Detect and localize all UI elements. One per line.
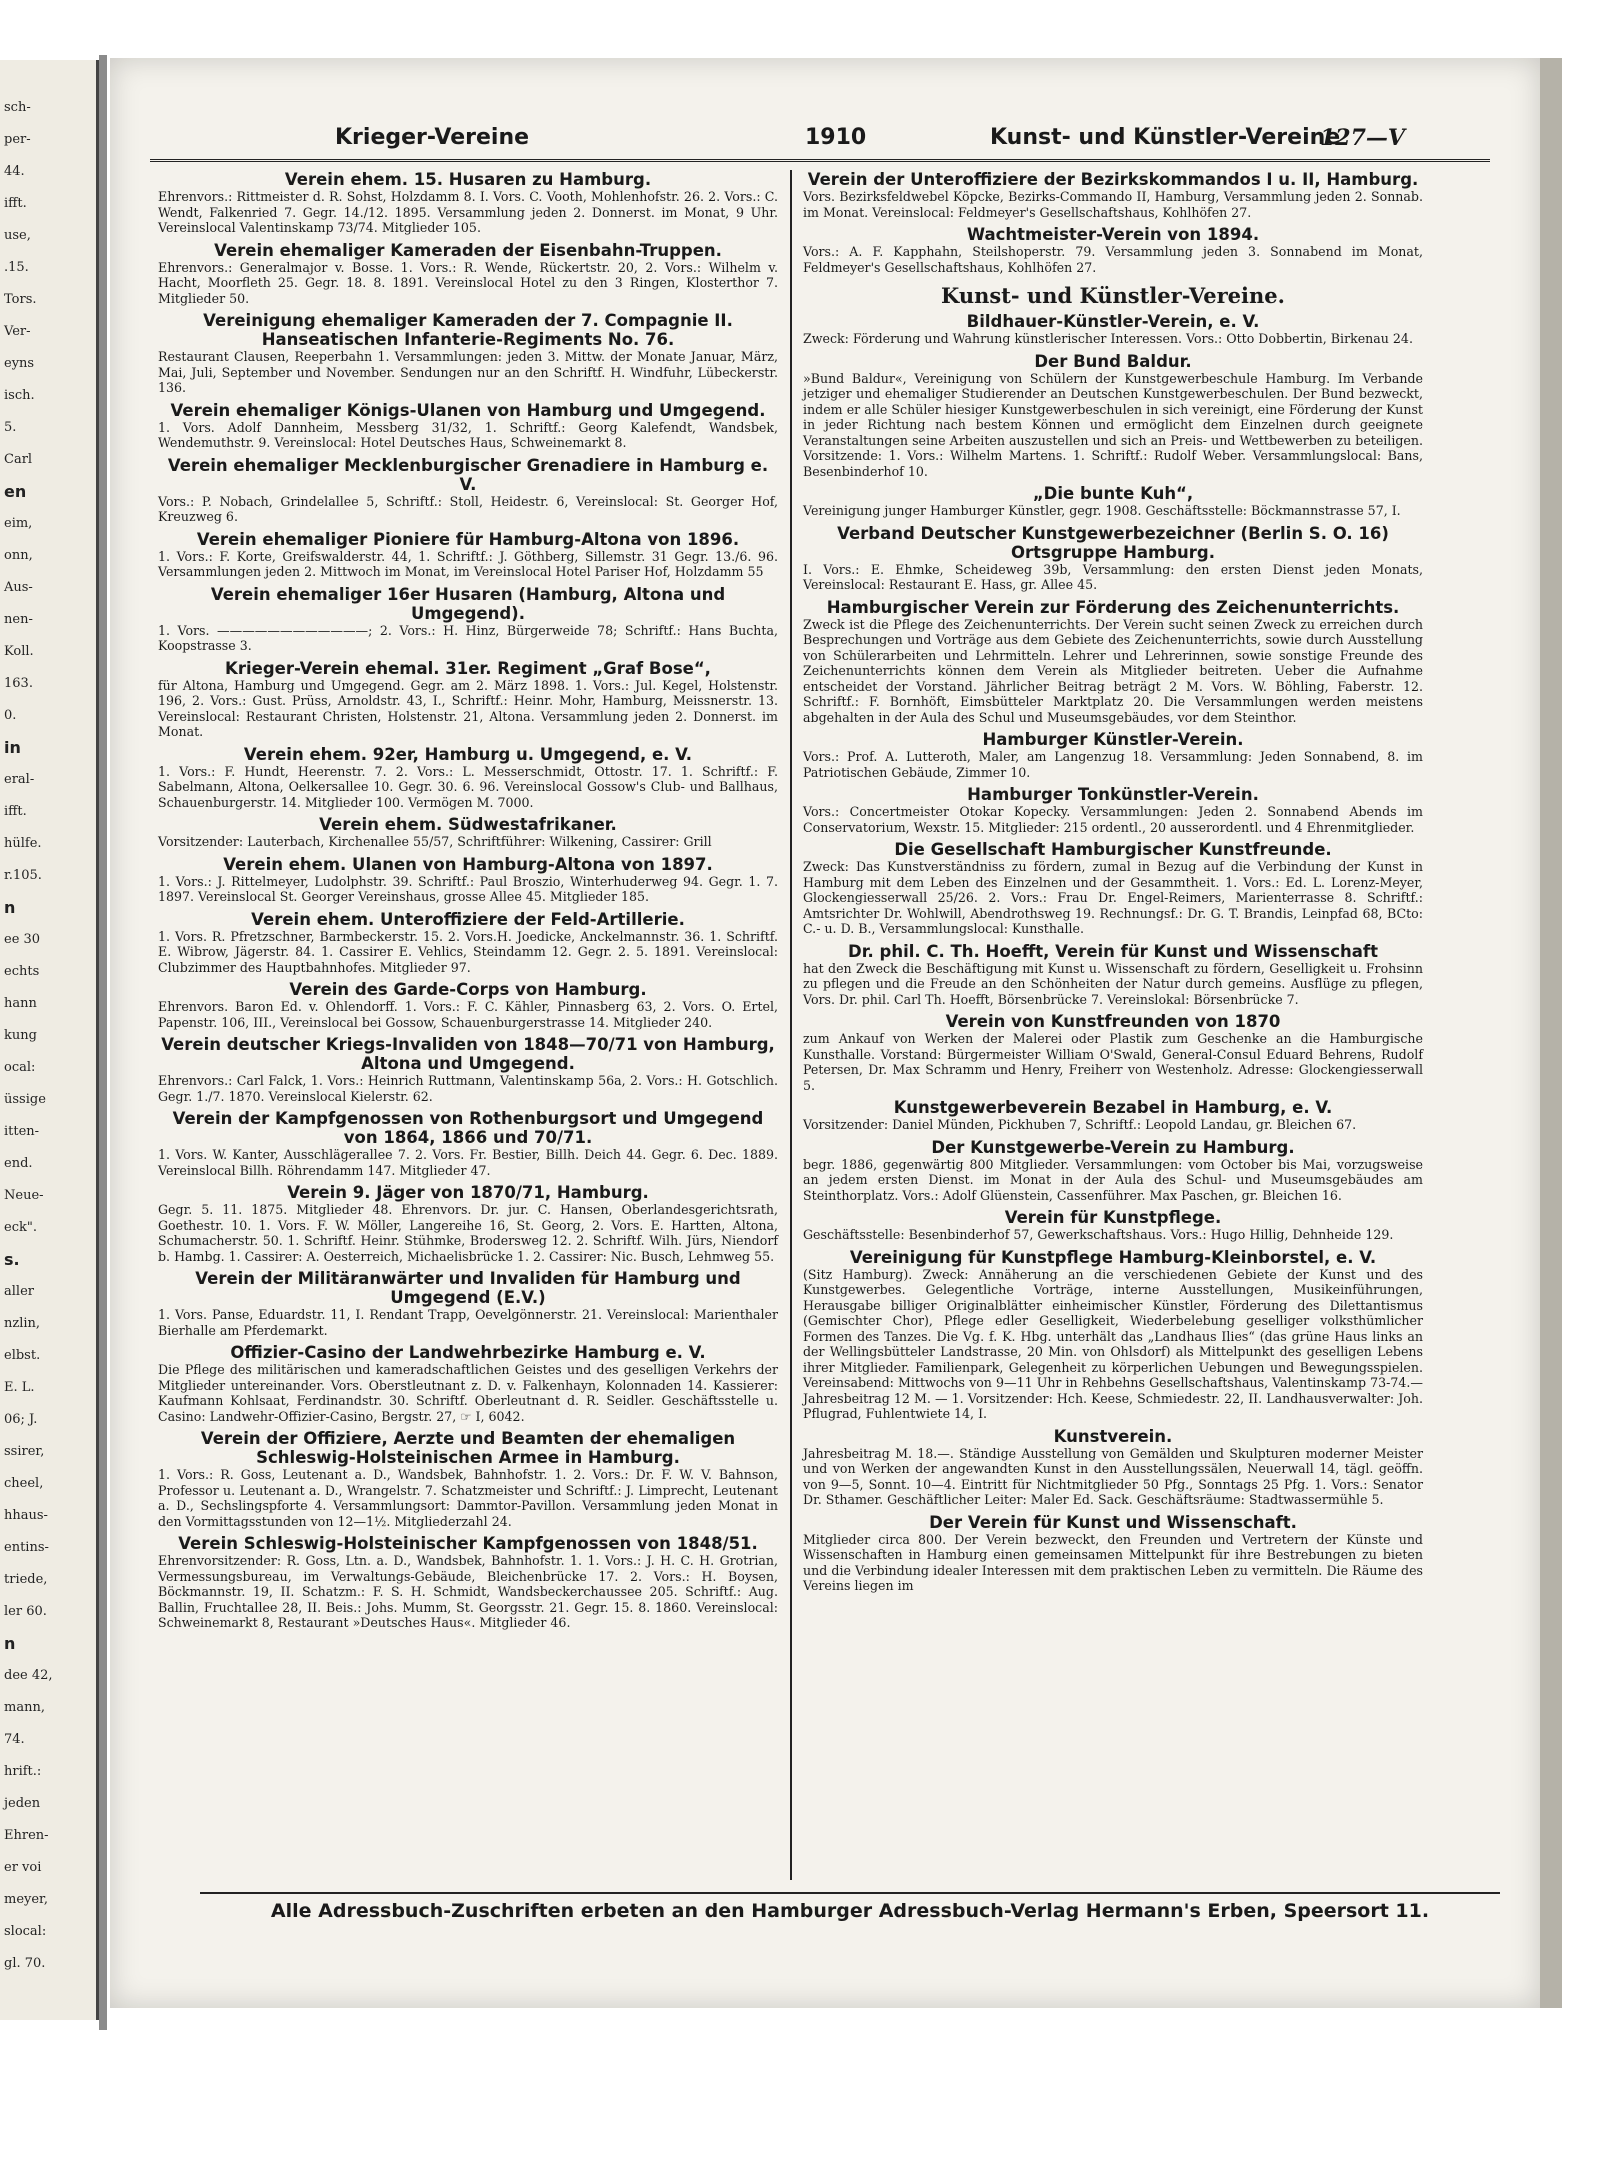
column-divider (790, 170, 792, 1880)
previous-page-fragment: eck". (4, 1220, 37, 1235)
directory-entry (803, 1427, 1423, 1508)
entry-title: Verein der Kampfgenossen von Rothenburgsort und Umgegend von 1864, 1866 und 70/71. (172, 1109, 764, 1147)
previous-page-fragment: s. (4, 1250, 20, 1269)
entry-body: für Altona, Hamburg und Umgegend. Gegr. am 2. März 1898. 1. Vors.: Jul. Kegel, Holstenstr. 196, 2. Vors.: Gust. Prüss, Arnoldstr. 43, I., Schriftf.: Heinr. Mohr, Hamburg, Meissnerstr. 13. Vereinslocal: Restaurant Christen, Holstenstr. 21, Altona. Versammlung jeden 2. Donnerst. im Monat. (158, 677, 778, 739)
entry-body: Vors.: A. F. Kapphahn, Steilshoperstr. 79. Versammlung jeden 3. Sonnabend im Monat, Feldmeyer's Gesellschaftshaus, Kohlhöfen 27. (803, 244, 1423, 275)
entry-body: Vors.: Prof. A. Lutteroth, Maler, am Langenzug 18. Versammlung: Jeden Sonnabend, 8. im Patriotischen Gebäude, Zimmer 10. (803, 749, 1423, 780)
entry-body: Ehrenvors.: Generalmajor v. Bosse. 1. Vors.: R. Wende, Rückertstr. 20, 2. Vors.: Wilhelm v. Hacht, Moorfleth 25. Gegr. 18. 8. 1891. Vereinslocal Hotel zu den 3 Ringen, Klosterthor 7. Mitglieder 50. (158, 259, 778, 306)
previous-page-fragment: hrift.: (4, 1764, 42, 1779)
entry-title: Verband Deutscher Kunstgewerbezeichner (Berlin S. O. 16) Ortsgruppe Hamburg. (837, 523, 1389, 562)
entry-title: Vereinigung ehemaliger Kameraden der 7. Compagnie II. Hanseatischen Infanterie-Regiments No. 76. (203, 311, 733, 349)
entry-body: Zweck: Das Kunstverständniss zu fördern, zumal in Bezug auf die Verbindung der Kunst in Hamburg mit dem Leben des Einzelnen und der Gesammtheit. 1. Vors.: Ed. L. Lorenz-Meyer, Glockengiesserwall 25/26. 2. Vors.: Frau Dr. Engel-Reimers, Marienterrasse 8. Schriftf.: Amtsrichter Dr. Wohlwill, Abendrothsweg 19. Rechnungsf.: Dr. G. T. Brandis, Leinpfad 68, BCto: C.- u. D. B., Versammlungslocal: Kunsthalle. (803, 859, 1423, 936)
previous-page-fragment: ssirer, (4, 1444, 45, 1459)
previous-page-fragment: 74. (4, 1732, 25, 1747)
directory-entry (803, 1513, 1423, 1594)
previous-page-fragment: entins- (4, 1540, 49, 1555)
previous-page-fragment: mann, (4, 1700, 45, 1715)
header-left-title: Krieger-Vereine (335, 125, 530, 150)
directory-entry (158, 910, 778, 976)
directory-entry (803, 730, 1423, 780)
directory-entry (158, 815, 778, 850)
previous-page-fragment: Koll. (4, 644, 34, 659)
previous-page-fragment: eyns (4, 356, 35, 371)
entry-title: Dr. phil. C. Th. Hoefft, Verein für Kunst und Wissenschaft (848, 941, 1378, 961)
previous-page-fragment: dee 42, (4, 1668, 53, 1683)
previous-page-fragment: slocal: (4, 1924, 47, 1939)
previous-page-fragment: Carl (4, 452, 33, 467)
previous-page-fragment: hann (4, 996, 37, 1011)
previous-page-fragment: .15. (4, 260, 29, 275)
entry-body: Zweck ist die Pflege des Zeichenunterrichts. Der Verein sucht seinen Zweck zu erreichen durch Besprechungen und Vorträge aus dem Gebiete des Zeichenunterrichts, sowie durch Ausstellung von Schülerarbeiten und Lehrmitteln. Lehrer und Lehrerinnen, sowie sonstige Freunde des Zeichenunterrichts können dem Verein als Mitglieder beitreten. Ueber die Aufnahme entscheidet der Vorstand. Jährlicher Beitrag beträgt 2 M. Vors. W. Böhling, Faberstr. 12. Schriftf.: F. Bornhöft, Eimsbütteler Marktplatz 20. Die Versammlungen werden meistens abgehalten in der Aula des Schul und Museumsgebäudes, vor dem Steinthor. (803, 616, 1423, 725)
previous-page-fragment: use, (4, 228, 31, 243)
previous-page-fragment: per- (4, 132, 31, 147)
entry-title: Verein ehemaliger Pioniere für Hamburg-Altona von 1896. (196, 529, 740, 549)
directory-entry (158, 170, 778, 236)
entry-title: „Die bunte Kuh“, (1032, 484, 1194, 503)
entry-body: Ehrenvors.: Rittmeister d. R. Sohst, Holzdamm 8. I. Vors. C. Vooth, Mohlenhofstr. 26. 2. Vors.: C. Wendt, Falkenried 7. Gegr. 14./12. 1895. Versammlung jeden 2. Donnerst. im Monat, 9 Uhr. Vereinslocal Valentinskamp 73/74. Mitglieder 105. (158, 189, 778, 235)
directory-entry (803, 225, 1423, 275)
header-year: 1910 (805, 125, 867, 150)
entry-title: Verein des Garde-Corps von Hamburg. (289, 980, 647, 999)
entry-title: Verein der Unteroffiziere der Bezirkskommandos I u. II, Hamburg. (807, 170, 1419, 189)
previous-page-fragment: kung (4, 1028, 37, 1043)
entry-title: Verein 9. Jäger von 1870/71, Hamburg. (287, 1183, 649, 1202)
page (110, 58, 1540, 2008)
entry-body: 1. Vors. R. Pfretzschner, Barmbeckerstr. 15. 2. Vors.H. Joedicke, Anckelmannstr. 36. 1. Schriftf. E. Wibrow, Jägerstr. 84. 1. Cassirer E. Vehlics, Steindamm 12. Gegr. 2. 5. 1891. Vereinslocal: Clubzimmer des Hauptbahnhofes. Mitglieder 97. (158, 928, 778, 975)
right-column-top-entries (803, 170, 1423, 275)
entry-body: Geschäftsstelle: Besenbinderhof 57, Gewerkschaftshaus. Vors.: Hugo Hillig, Dehnheide 129. (803, 1227, 1394, 1242)
previous-page-fragment: end. (4, 1156, 33, 1171)
previous-page-fragment: 5. (4, 420, 17, 435)
previous-page-fragment: ler 60. (4, 1604, 47, 1619)
entry-title: Verein ehem. Ulanen von Hamburg-Altona von 1897. (223, 854, 713, 874)
directory-entry (803, 1012, 1423, 1093)
previous-page-fragment: itten- (4, 1124, 40, 1139)
entry-body: Jahresbeitrag M. 18.—. Ständige Ausstellung von Gemälden und Skulpturen moderner Meister und von Werken der angewandten Kunst in den Ausstellungssälen, Neuerwall 14, tägl. geöffn. von 9—5, Sonnt. 10—4. Eintritt für Nichtmitglieder 50 Pfg., Sonntags 25 Pfg. 1. Vors.: Senator Dr. Sthamer. Geschäftlicher Leiter: Maler Ed. Sack. Geschäftsräume: Stadtwassermühle 5. (803, 1445, 1423, 1507)
entry-body: I. Vors.: E. Ehmke, Scheideweg 39b, Versammlung: den ersten Dienst jeden Monats, Vereinslocal: Restaurant E. Hass, gr. Allee 45. (803, 561, 1423, 592)
entry-title: Hamburger Tonkünstler-Verein. (967, 785, 1259, 804)
page-edge-right (1540, 58, 1562, 2008)
entry-title: Verein ehemaliger 16er Husaren (Hamburg, Altona und Umgegend). (210, 584, 726, 623)
directory-entry (803, 840, 1423, 937)
directory-entry (803, 1138, 1423, 1204)
previous-page-fragment: ocal: (4, 1060, 36, 1075)
previous-page-fragment: nzlin, (4, 1316, 41, 1331)
previous-page-fragment: gl. 70. (4, 1956, 46, 1971)
entry-body: 1. Vors. Panse, Eduardstr. 11, I. Rendant Trapp, Oevelgönnerstr. 21. Vereinslocal: Marienthaler Bierhalle am Pferdemarkt. (158, 1307, 778, 1338)
directory-entry (803, 484, 1423, 519)
entry-body: Vorsitzender: Daniel Münden, Pickhuben 7, Schriftf.: Leopold Landau, gr. Bleichen 67. (803, 1117, 1357, 1132)
entry-title: Verein ehem. 92er, Hamburg u. Umgegend, e. V. (243, 744, 693, 764)
previous-page-fragment: en (4, 482, 27, 501)
directory-entry (158, 1183, 778, 1264)
entry-title: Kunstgewerbeverein Bezabel in Hamburg, e. V. (893, 1098, 1333, 1117)
previous-page-fragment: hhaus- (4, 1508, 48, 1523)
directory-entry (158, 1343, 778, 1424)
previous-page-fragment: Ehren- (4, 1828, 49, 1843)
entry-body: Vorsitzender: Lauterbach, Kirchenallee 55/57, Schriftführer: Wilkening, Cassirer: Grill (158, 834, 712, 849)
entry-body: 1. Vors. Adolf Dannheim, Messberg 31/32, 1. Schriftf.: Georg Kalefendt, Wandsbek, Wendemuthstr. 9. Vereinslocal: Hotel Deutsches Haus, Schweinemarkt 8. (158, 419, 778, 450)
entry-title: Bildhauer-Künstler-Verein, e. V. (966, 312, 1260, 331)
entry-body: Vereinigung junger Hamburger Künstler, gegr. 1908. Geschäftsstelle: Böckmannstrasse 57, I. (803, 503, 1401, 518)
entry-body: Zweck: Förderung und Wahrung künstlerischer Interessen. Vors.: Otto Dobbertin, Birkenau 24. (803, 331, 1413, 346)
directory-entry (158, 456, 778, 525)
entry-title: Verein von Kunstfreunden von 1870 (945, 1012, 1281, 1031)
left-column (158, 170, 778, 1636)
directory-entry (803, 312, 1423, 347)
directory-entry (803, 1208, 1423, 1243)
previous-page-fragment: echts (4, 964, 40, 979)
previous-page-fragment: aller (4, 1284, 34, 1299)
entry-title: Vereinigung für Kunstpflege Hamburg-Kleinborstel, e. V. (849, 1247, 1377, 1267)
entry-body: 1. Vors.: F. Hundt, Heerenstr. 7. 2. Vors.: L. Messerschmidt, Ottostr. 17. 1. Schriftf.: F. Sabelmann, Altona, Oelkersallee 10. Gegr. 30. 6. 96. Vereinslocal Gossow's Club- und Ballhaus, Schauenburgerstr. 14. Mitglieder 100. Vermögen M. 7000. (158, 763, 778, 810)
directory-entry (158, 401, 778, 451)
entry-title: Hamburgischer Verein zur Förderung des Zeichenunterrichts. (826, 597, 1400, 617)
previous-page-fragment: jeden (4, 1796, 41, 1811)
entry-body: Ehrenvorsitzender: R. Goss, Ltn. a. D., Wandsbek, Bahnhofstr. 1. 1. Vors.: J. H. C. H. Grotrian, Vermessungsbureau, im Verwaltungs-Gebäude, Bleichenbrücke 17. 2. Vors.: H. Boysen, Böckmannstr. 19, II. Schatzm.: F. S. H. Schmidt, Wandsbeckerchaussee 205. Schriftf.: Aug. Ballin, Fruchtallee 28, II. Beis.: Johs. Mumm, St. Georgsstr. 21. Gegr. 15. 8. 1860. Vereinslocal: Schweinemarkt 8, Restaurant »Deutsches Haus«. Mitglieder 46. (158, 1553, 778, 1630)
section-heading: Kunst- und Künstler-Vereine. (941, 283, 1285, 308)
entry-body: Ehrenvors.: Carl Falck, 1. Vors.: Heinrich Ruttmann, Valentinskamp 56a, 2. Vors.: H. Gotschlich. Gegr. 1./7. 1870. Vereinslocal Kielerstr. 62. (158, 1073, 778, 1104)
entry-title: Krieger-Verein ehemal. 31er. Regiment „Graf Bose“, (225, 658, 711, 678)
right-column (803, 170, 1423, 1599)
entry-title: Verein ehem. Unteroffiziere der Feld-Artillerie. (251, 909, 685, 929)
previous-page-fragment: hülfe. (4, 836, 42, 851)
entry-body: hat den Zweck die Beschäftigung mit Kunst u. Wissenschaft zu fördern, Geselligkeit u. Frohsinn zu pflegen und die Freude an den Schönheiten der Natur durch gemeins. Ausflüge zu pflegen, Vors. Dr. phil. Carl Th. Hoefft, Börsenbrücke 7. Vereinslokal: Börsenbrücke 7. (803, 960, 1423, 1007)
previous-page-fragment: üssige (4, 1092, 46, 1107)
previous-page-fragment: n (4, 898, 16, 917)
previous-page-fragment: r.105. (4, 868, 42, 883)
directory-entry (158, 855, 778, 905)
previous-page-fragment: er voi (4, 1860, 42, 1875)
directory-entry (803, 1098, 1423, 1133)
entry-body: Vors. Bezirksfeldwebel Köpcke, Bezirks-Commando II, Hamburg, Versammlung jeden 2. Sonnab. im Monat. Vereinslocal: Feldmeyer's Gesellschaftshaus, Kohlhöfen 27. (803, 189, 1423, 220)
previous-page-fragment: E. L. (4, 1380, 35, 1395)
entry-title: Kunstverein. (1053, 1426, 1173, 1446)
previous-page-fragment: sch- (4, 100, 31, 115)
entry-body: begr. 1886, gegenwärtig 800 Mitglieder. Versammlungen: vom October bis Mai, vorzugsweise an jedem ersten Dienst. im Monat in der Aula des Schul- und Museumsgebäudes am Steinthorplatz. Vors.: Adolf Glüenstein, Cassenführer. Max Paschen, gr. Bleichen 16. (803, 1156, 1423, 1203)
previous-page-fragment: eral- (4, 772, 35, 787)
entry-title: Verein ehem. 15. Husaren zu Hamburg. (284, 170, 652, 189)
entry-title: Die Gesellschaft Hamburgischer Kunstfreunde. (894, 840, 1332, 859)
publisher-footer: Alle Adressbuch-Zuschriften erbeten an den Hamburger Adressbuch-Verlag Hermann's Erben, Speersort 11. (200, 1892, 1500, 1922)
header-section-title: Kunst- und Künstler-Vereine (990, 125, 1341, 150)
directory-entry (158, 745, 778, 811)
directory-entry (158, 311, 778, 396)
previous-page-fragment: triede, (4, 1572, 48, 1587)
entry-body: zum Ankauf von Werken der Malerei oder Plastik zum Geschenke an die Hamburgische Kunsthalle. Vorstand: Bürgermeister William O'Swald, General-Consul Eduard Behrens, Rudolf Petersen, Dr. Max Schramm und Henry, Freiherr von Westenholz. Adresse: Glockengiesserwall 5. (803, 1031, 1423, 1093)
page-number: 127—V (1320, 125, 1405, 151)
entry-title: Der Kunstgewerbe-Verein zu Hamburg. (931, 1137, 1295, 1157)
entry-title: Verein der Offiziere, Aerzte und Beamten der ehemaligen Schleswig-Holsteinischen Armee in Hamburg. (200, 1429, 736, 1467)
previous-page-fragment: in (4, 738, 21, 757)
previous-page-fragment: Ver- (4, 324, 31, 339)
book-gutter (99, 55, 107, 2030)
running-header (150, 123, 1490, 162)
directory-entry (158, 1534, 778, 1631)
directory-entry (803, 942, 1423, 1008)
directory-entry (803, 352, 1423, 480)
entry-body: 1. Vors.: R. Goss, Leutenant a. D., Wandsbek, Bahnhofstr. 1. 2. Vors.: Dr. F. W. V. Bahnson, Professor u. Leutenant a. D., Wrangelstr. 7. Schatzmeister und Schriftf.: J. Limprecht, Leutenant a. D., Sechslingspforte 4. Versammlungsort: Dammtor-Pavillon. Versammlung jeden Monat in den Vormittagsstunden von 12—1½. Mitgliederzahl 24. (158, 1467, 778, 1529)
entry-body: 1. Vors. W. Kanter, Ausschlägerallee 7. 2. Vors. Fr. Bestier, Billh. Deich 44. Gegr. 6. Dec. 1889. Vereinslocal Billh. Röhrendamm 147. Mitglieder 47. (158, 1147, 778, 1178)
entry-body: 1. Vors.: F. Korte, Greifswalderstr. 44, 1. Schriftf.: J. Göthberg, Sillemstr. 31 Gegr. 13./6. 96. Versammlungen jeden 2. Mittwoch im Monat, im Vereinslocal Hotel Pariser Hof, Holzdamm 55 (158, 548, 778, 579)
directory-entry (803, 524, 1423, 593)
entry-body: Vors.: P. Nobach, Grindelallee 5, Schriftf.: Stoll, Heidestr. 6, Vereinslocal: St. Georger Hof, Kreuzweg 6. (158, 493, 778, 524)
directory-entry (803, 170, 1423, 220)
previous-page-fragment: cheel, (4, 1476, 44, 1491)
entry-title: Verein Schleswig-Holsteinischer Kampfgenossen von 1848/51. (178, 1534, 758, 1553)
previous-page-fragment: 44. (4, 164, 25, 179)
entry-body: Vors.: Concertmeister Otokar Kopecky. Versammlungen: Jeden 2. Sonnabend Abends im Conservatorium, Wexstr. 15. Mitglieder: 215 ordentl., 20 ausserordentl. und 4 Ehrenmitglieder. (803, 804, 1423, 835)
previous-page-fragment: ifft. (4, 804, 27, 819)
entry-title: Hamburger Künstler-Verein. (982, 730, 1244, 749)
previous-page-fragment: isch. (4, 388, 35, 403)
directory-entry (803, 785, 1423, 835)
entry-body: »Bund Baldur«, Vereinigung von Schülern der Kunstgewerbeschule Hamburg. Im Verbande jetziger und ehemaliger Studierender an Deutschen Kunstgewerbeschulen. Der Bund bezweckt, indem er alle Schüler hiesiger Kunstgewerbeschulen in sich vereinigt, eine Förderung der Kunst in jeder Richtung nach bestem Können und ermöglicht dem Einzelnen durch geeignete Veranstaltungen seine Arbeiten auszustellen und sich an Preis- und Wettbewerben zu beteiligen. Vorsitzende: 1. Vors.: Wilhelm Martens. 1. Schriftf.: Rudolf Weber. Versammlungslocal: Bans, Besenbinderhof 10. (803, 370, 1423, 479)
entry-title: Verein ehemaliger Kameraden der Eisenbahn-Truppen. (214, 240, 722, 260)
previous-page-fragment: 0. (4, 708, 17, 723)
entry-body: Ehrenvors. Baron Ed. v. Ohlendorff. 1. Vors.: F. C. Kähler, Pinnasberg 63, 2. Vors. O. Ertel, Papenstr. 106, III., Vereinslocal bei Gossow, Schauenburgerstrasse 14. Mitglieder 240. (158, 999, 778, 1030)
directory-entry (158, 1429, 778, 1529)
entry-body: Gegr. 5. 11. 1875. Mitglieder 48. Ehrenvors. Dr. jur. C. Hansen, Oberlandesgerichtsrath, Goethestr. 10. 1. Vors. F. W. Möller, Langereihe 16, St. Georg, 2. Vors. E. Hartten, Altona, Schumacherstr. 50. 1. Schriftf. Heinr. Stühmke, Brodersweg 12. 2. Schriftf. Wilh. Jürs, Niendorf b. Hambg. 1. Cassirer: A. Oesterreich, Michaelisbrücke 1. 2. Cassirer: Nic. Busch, Lehmweg 55. (158, 1202, 778, 1264)
previous-page-fragment: onn, (4, 548, 33, 563)
entry-title: Der Bund Baldur. (1034, 351, 1192, 371)
previous-page-fragment: ifft. (4, 196, 27, 211)
entry-body: 1. Vors. ————————————; 2. Vors.: H. Hinz, Bürgerweide 78; Schriftf.: Hans Buchta, Koopstrasse 3. (158, 622, 778, 653)
right-column-entries (803, 312, 1423, 1594)
previous-page-fragment: elbst. (4, 1348, 41, 1363)
directory-entry (158, 1035, 778, 1104)
directory-entry (803, 598, 1423, 726)
previous-page-fragment: eim, (4, 516, 33, 531)
entry-body: Die Pflege des militärischen und kameradschaftlichen Geistes und des geselligen Verkehrs der Mitglieder untereinander. Vors. Oberstleutnant z. D. v. Falkenhayn, Kolonnaden 14. Kassierer: Kaufmann Kohlsaat, Ferdinandstr. 30. Schriftf. Oberleutnant d. R. Seidler. Geschäftsstelle u. Casino: Landwehr-Offizier-Casino, Bergstr. 27, ☞ I, 6042. (158, 1362, 778, 1424)
entry-body: (Sitz Hamburg). Zweck: Annäherung an die verschiedenen Gebiete der Kunst und des Kunstgewerbes. Gelegentliche Vorträge, interne Ausstellungen, Musikeinführungen, Herausgabe billiger Originalblätter einheimischer Künstler, Förderung des Dilettantismus (Gemischter Chor), Pflege edler Geselligkeit, Wiederbelebung geselliger volksthümlicher Formen des Tanzes. Die Vg. f. K. Hbg. unterhält das „Landhaus Ilies“ (das grüne Haus links an der Wellingsbütteler Landstrasse, 20 Min. von Ohlsdorf) als Mittelpunkt des geselligen Lebens ihrer Mitglieder. Familienpark, Gelegenheit zu körperlichen Uebungen und Bewegungsspielen. Vereinsabend: Mittwochs von 9—11 Uhr in Rehbehns Gesellschaftshaus, Valentinskamp 73-74.— Jahresbeitrag 12 M. — 1. Vorsitzender: Hch. Keese, Schmiedestr. 22, II. Landhausverwalter: Joh. Pflugrad, Fuhlentwiete 14, I. (803, 1266, 1423, 1421)
previous-page-fragment: nen- (4, 612, 33, 627)
directory-entry (158, 585, 778, 654)
entry-body: 1. Vors.: J. Rittelmeyer, Ludolphstr. 39. Schriftf.: Paul Broszio, Winterhuderweg 94. Gegr. 1. 7. 1897. Vereinslocal St. Georger Vereinshaus, grosse Allee 45. Mitglieder 185. (158, 873, 778, 904)
directory-entry (158, 980, 778, 1030)
previous-page-fragment: 163. (4, 676, 33, 691)
entry-title: Verein deutscher Kriegs-Invaliden von 1848—70/71 von Hamburg, Altona und Umgegend. (161, 1035, 775, 1073)
previous-page-fragment: Neue- (4, 1188, 44, 1203)
previous-page-fragment: Tors. (4, 292, 37, 307)
previous-page-edge (0, 60, 99, 2020)
previous-page-fragment: n (4, 1634, 16, 1653)
directory-entry (803, 1248, 1423, 1422)
entry-title: Verein für Kunstpflege. (1004, 1208, 1222, 1227)
directory-entry (158, 1109, 778, 1178)
entry-title: Der Verein für Kunst und Wissenschaft. (929, 1512, 1297, 1532)
entry-body: Mitglieder circa 800. Der Verein bezweckt, den Freunden und Vertretern der Künste und Wissenschaften in Hamburg einen gemeinsamen Mittelpunkt für ihre Bestrebungen zu bieten und die Verbindung idealer Interessen mit dem praktischen Leben zu vermitteln. Die Räume des Vereins liegen im (803, 1531, 1423, 1593)
directory-entry (158, 1269, 778, 1338)
entry-title: Offizier-Casino der Landwehrbezirke Hamburg e. V. (230, 1343, 706, 1362)
previous-page-fragment: meyer, (4, 1892, 48, 1907)
entry-title: Verein ehemaliger Königs-Ulanen von Hamburg und Umgegend. (170, 400, 766, 420)
previous-page-fragment: Aus- (4, 580, 33, 595)
entry-title: Verein der Militäranwärter und Invaliden für Hamburg und Umgegend (E.V.) (195, 1269, 741, 1307)
previous-page-fragment: ee 30 (4, 932, 41, 947)
entry-title: Verein ehem. Südwestafrikaner. (319, 815, 617, 834)
entry-body: Restaurant Clausen, Reeperbahn 1. Versammlungen: jeden 3. Mittw. der Monate Januar, März, Mai, Juli, September und November. Sendungen nur an den Schriftf. H. Windfuhr, Lübeckerstr. 136. (158, 349, 778, 395)
directory-entry (158, 241, 778, 307)
entry-title: Wachtmeister-Verein von 1894. (966, 225, 1260, 244)
directory-entry (158, 659, 778, 740)
previous-page-fragment: 06; J. (4, 1412, 38, 1427)
entry-title: Verein ehemaliger Mecklenburgischer Grenadiere in Hamburg e. V. (167, 455, 769, 494)
directory-entry (158, 530, 778, 580)
